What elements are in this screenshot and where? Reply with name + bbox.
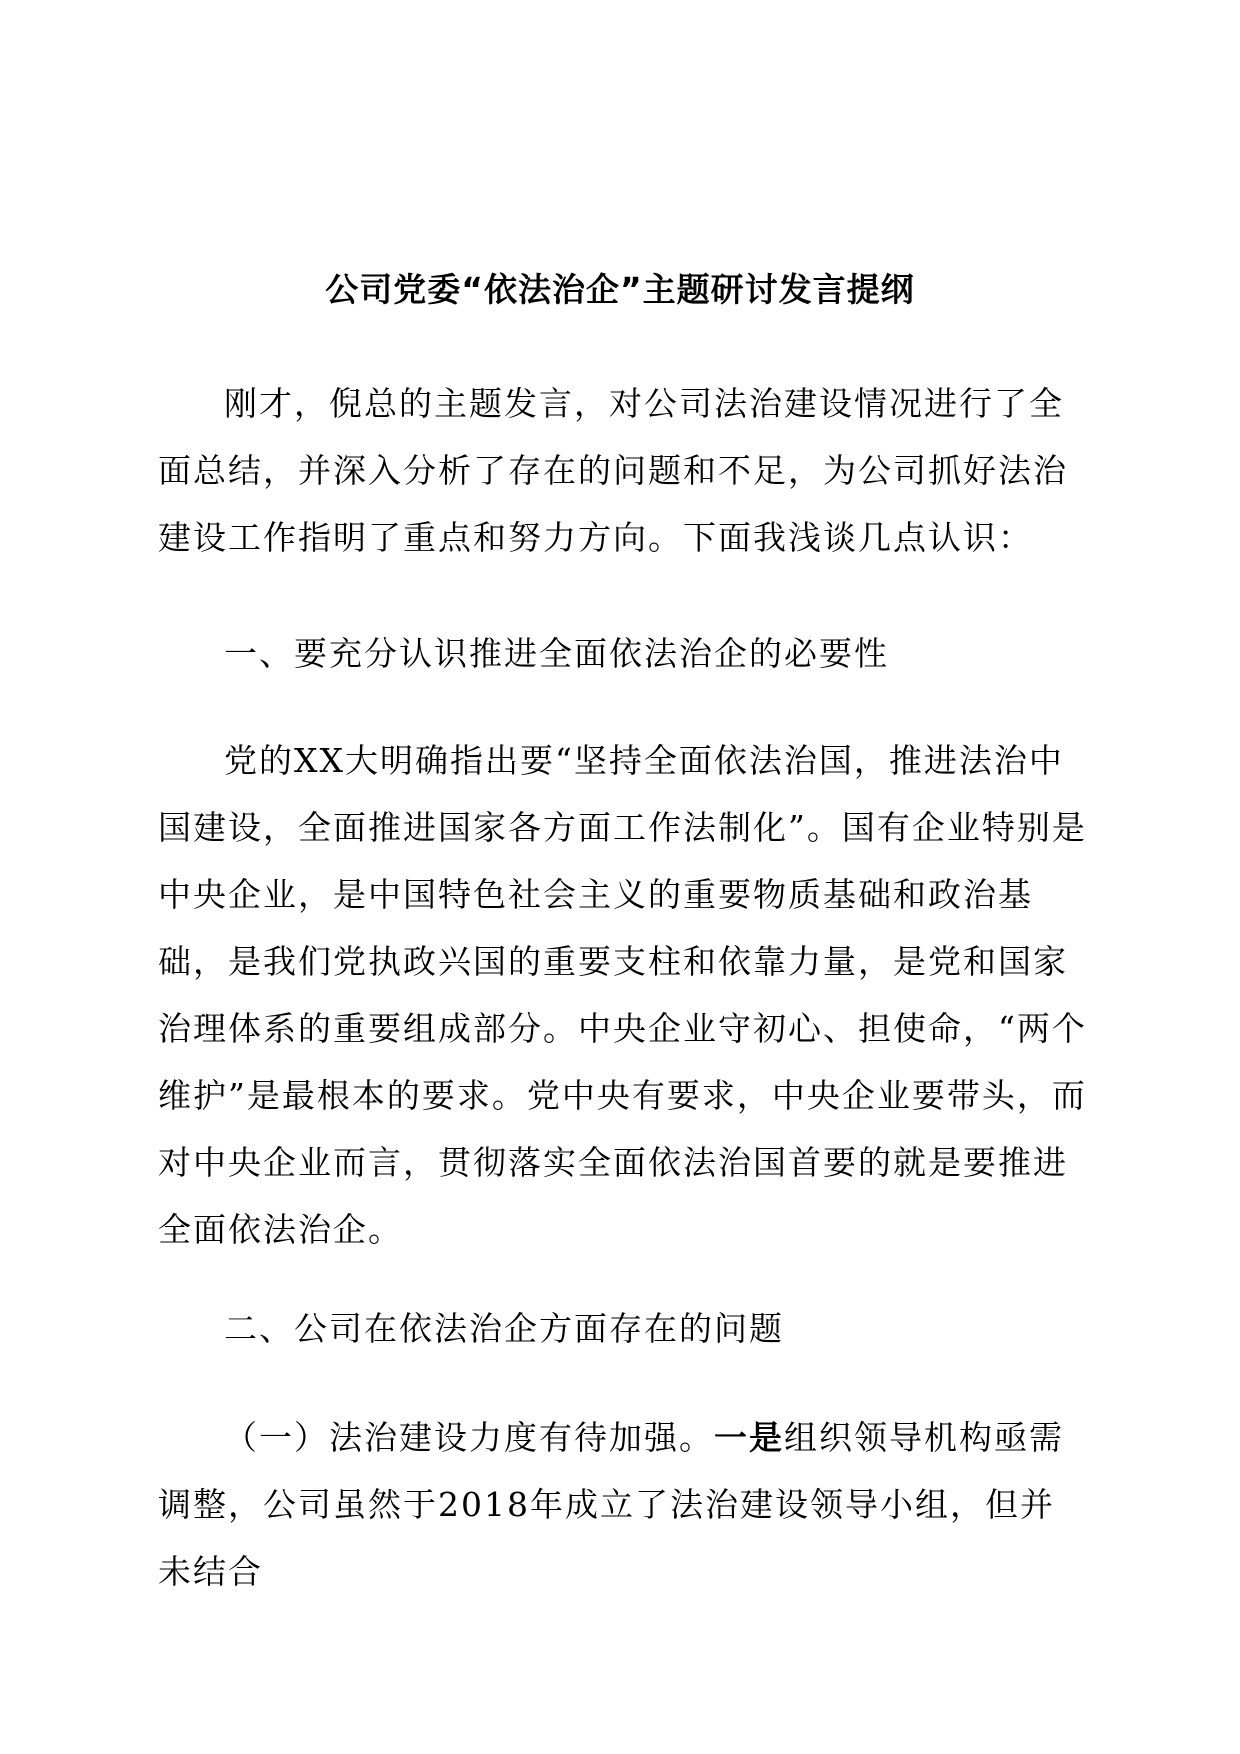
section2-heading-text: 二、公司在依法治企方面存在的问题: [224, 1309, 784, 1348]
section2-heading: [158, 1295, 1088, 1362]
section1-heading-text: 一、要充分认识推进全面依法治企的必要性: [224, 634, 889, 673]
intro-text: 刚才，倪总的主题发言，对公司法治建设情况进行了全面总结，并深入分析了存在的问题和不足，为公司抓好法治建设工作指明了重点和努力方向。下面我浅谈几点认识：: [158, 384, 1068, 557]
document-title: 公司党委“依法治企”主题研讨发言提纲: [325, 270, 915, 309]
section1-body-text: 党的XX大明确指出要“坚持全面依法治国，推进法治中国建设，全面推进国家各方面工作法制化”。国有企业特别是中央企业，是中国特色社会主义的重要物质基础和政治基础，是我们党执政兴国的重要支柱和依靠力量，是党和国家治理体系的重要组成部分。中央企业守初心、担使命，“两个维护”是最根本的要求。党中央有要求，中央企业要带头，而对中央企业而言，贯彻落实全面依法治国首要的就是要推进全面依法治企。: [158, 741, 1087, 1249]
section2-item1-paragraph: [158, 1404, 1088, 1605]
section1-heading: [158, 620, 1088, 687]
section2-item1-text: 组织领导机构亟需调整，公司虽然于2018年成立了法治建设领导小组，但并未结合: [158, 1418, 1064, 1591]
section2-item1-prefix: （一）法治建设力度有待加强。: [224, 1418, 714, 1457]
intro-paragraph: [158, 370, 1088, 571]
section1-paragraph: [158, 727, 1088, 1263]
section2-item1-bold-lead: 一是: [714, 1418, 784, 1457]
